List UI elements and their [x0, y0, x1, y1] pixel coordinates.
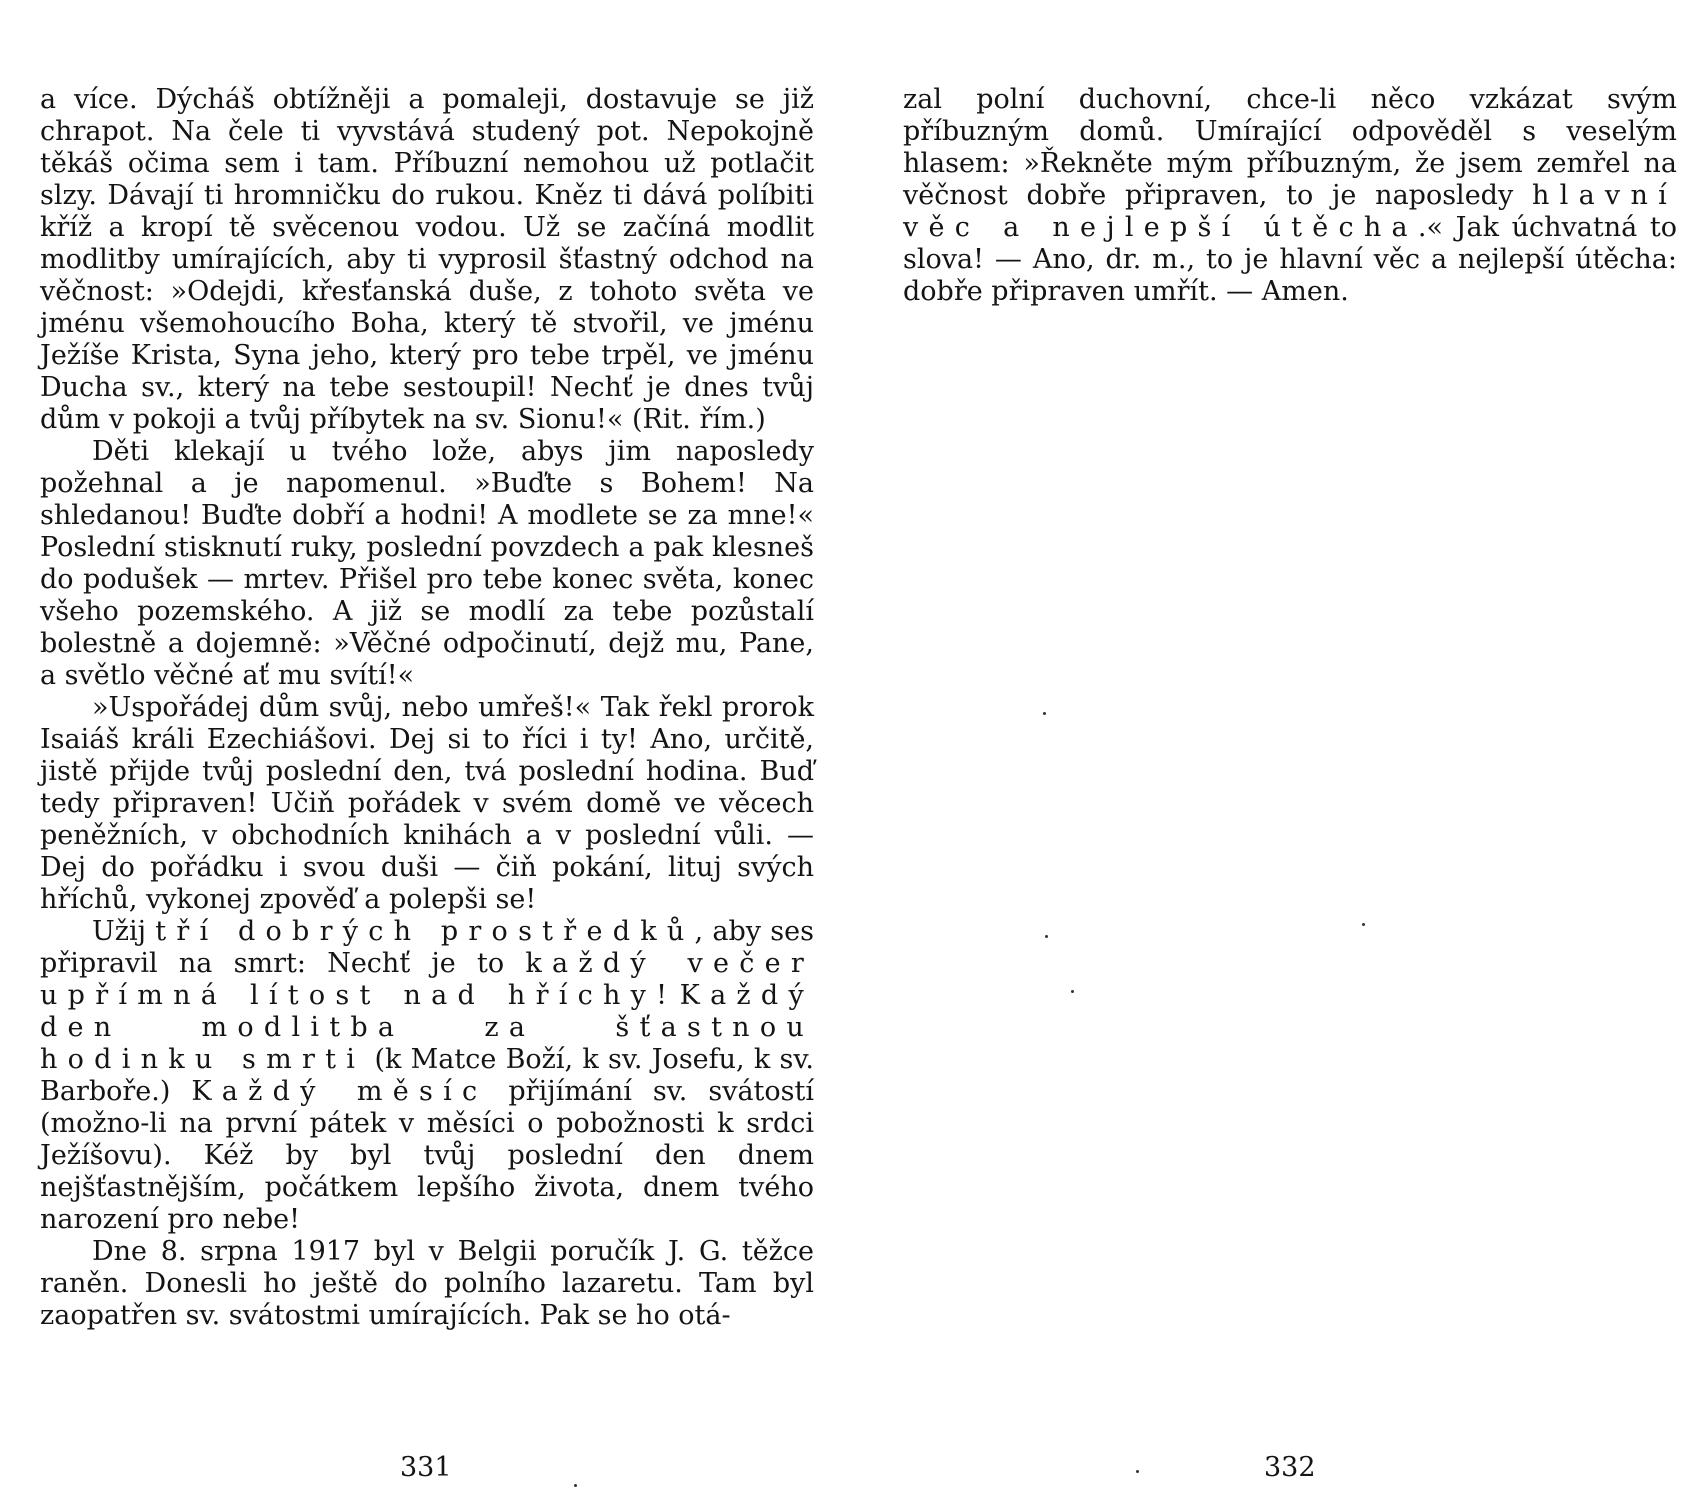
paragraph-4: [40, 916, 814, 1236]
spaced-emphasis-modlitba: Každý den modlitba za šťastnou hodinku smrti: [40, 980, 814, 1075]
ink-speck: [1045, 935, 1048, 938]
spaced-emphasis-litost: každý večer upřímná lítost nad hříchy: [40, 948, 814, 1011]
page-331-text: [40, 84, 814, 1332]
p4-c: , aby ses připravil na smrt: Nechť je to: [40, 916, 814, 979]
page-number-331: 331: [400, 1452, 452, 1483]
paragraph-2: Děti klekají u tvého lože, abys jim naposledy požehnal a je napomenul. »Buďte s Bohem! Na shledanou! Buďte dobří a hodni! A modlete se za mne!« Poslední stisknutí ruky, poslední povzdech a pak klesneš do podušek — mrtev. Přišel pro tebe konec světa, konec všeho pozemského. A již se modlí za tebe pozůstalí bolestně a dojemně: »Věčné odpočinutí, dejž mu, Pane, a světlo věčné ať mu svítí!«: [40, 436, 814, 691]
page-332-text: [903, 84, 1677, 308]
paragraph-1: a více. Dýcháš obtížněji a pomaleji, dostavuje se již chrapot. Na čele ti vyvstává studený pot. Nepokojně těkáš očima sem i tam. Příbuzní nemohou už potlačit slzy. Dávají ti hromničku do rukou. Kněz ti dává políbiti kříž a kropí tě svěcenou vodou. Už se začíná modlit modlitby umírajících, aby ti vyprosil šťastný odchod na věčnost: »Odejdi, křesťanská duše, z tohoto světa ve jménu všemohoucího Boha, který tě stvořil, ve jménu Ježíše Krista, Syna jeho, který pro tebe trpěl, ve jménu Ducha sv., který na tebe sestoupil! Nechť je dnes tvůj dům v pokoji a tvůj příbytek na sv. Sionu!« (Rit. řím.): [40, 84, 814, 435]
ink-speck: [1136, 1470, 1139, 1473]
paragraph-5: Dne 8. srpna 1917 byl v Belgii poručík J. G. těžce raněn. Donesli ho ještě do polního lazaretu. Tam byl zaopatřen sv. svátostmi umírajících. Pak se ho otá-: [40, 1236, 814, 1331]
p4-g: (k Matce Boží, k sv. Josefu, k sv. Barboře.): [40, 1044, 814, 1107]
ink-speck: [1043, 712, 1046, 715]
page-331: [40, 84, 814, 1332]
spaced-emphasis-prostredku: tří dobrých prostředků: [155, 916, 695, 947]
page-number-332: 332: [1264, 1452, 1316, 1483]
p4-a: Užij: [92, 916, 146, 947]
page-332: [903, 84, 1677, 308]
spaced-emphasis-hlavni-vec: hlavní věc a nejlepší útěcha: [903, 180, 1677, 243]
ink-speck: [1362, 923, 1365, 926]
paragraph-6: [903, 84, 1677, 308]
ink-speck: [1071, 990, 1074, 993]
spaced-emphasis-mesic: Každý měsíc: [191, 1076, 488, 1107]
p4-e: !: [656, 980, 668, 1011]
paragraph-3: »Uspořádej dům svůj, nebo umřeš!« Tak řekl prorok Isaiáš králi Ezechiášovi. Dej si to říci i ty! Ano, určitě, jistě přijde tvůj poslední den, tvá poslední hodina. Buď tedy připraven! Učiň pořádek v svém domě ve věcech peněžních, v obchodních knihách a v poslední vůli. — Dej do pořádku i svou duši — čiň pokání, lituj svých hříchů, vykonej zpověď a polepši se!: [40, 692, 814, 915]
p6-a: zal polní duchovní, chce-li něco vzkázat svým příbuzným domů. Umírající odpověděl s veselým hlasem: »Řekněte mým příbuzným, že jsem zemřel na věčnost dobře připraven, to je naposledy: [903, 84, 1677, 211]
ink-speck: [574, 1484, 577, 1487]
p6-c: .« Jak úchvatná to slova! — Ano, dr. m., to je hlavní věc a nejlepší útěcha: dobře připraven umřít. — Amen.: [903, 212, 1677, 307]
p4-i: přijímání sv. svátostí (možno-li na první pátek v měsíci o pobožnosti k srdci Ježíšovu). Kéž by byl tvůj poslední den dnem nejšťastnějším, počátkem lepšího života, dnem tvého narození pro nebe!: [40, 1076, 814, 1235]
